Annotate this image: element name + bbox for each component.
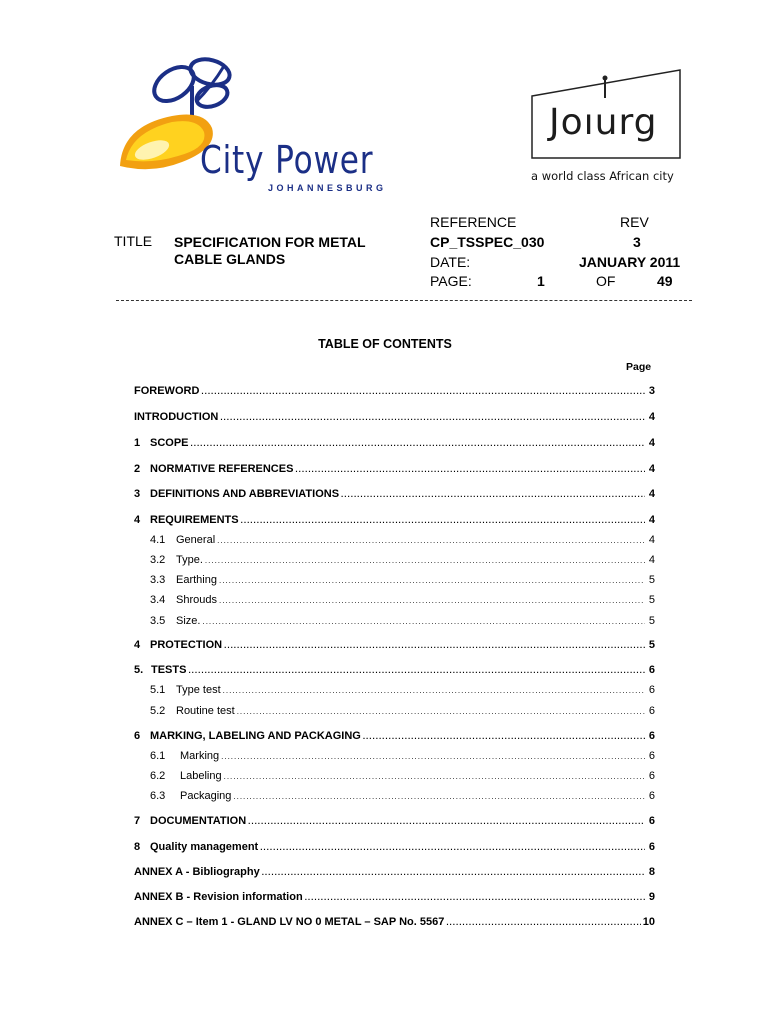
toc-leader-dots (205, 553, 645, 568)
toc-entry[interactable] (134, 410, 655, 424)
toc-entry-title: ANNEX C – Item 1 - GLAND LV NO 0 METAL – SAP No. 5567 (134, 916, 445, 928)
city-power-wordmark: City Power (200, 138, 374, 182)
toc-entry-page: 5 (648, 615, 655, 627)
toc-entry-number: 6.1 (150, 750, 166, 762)
toc-entry-page: 3 (648, 385, 655, 397)
toc-leader-dots (260, 840, 645, 855)
toc-leader-dots (248, 814, 645, 829)
toc-entry-number: 6.3 (150, 790, 166, 802)
toc-entry-page: 6 (648, 841, 655, 853)
toc-entry-title: SCOPE (150, 437, 189, 449)
date-value: JANUARY 2011 (579, 254, 681, 270)
toc-entry-number: 6.2 (150, 770, 166, 782)
toc-entry-title: Type. (176, 554, 203, 566)
toc-entry[interactable] (134, 663, 655, 677)
joburg-wordmark: Joıurg (549, 102, 658, 143)
toc-entry-number: 3.5 (150, 615, 166, 627)
toc-leader-dots (188, 663, 645, 678)
toc-entry-page: 6 (648, 705, 655, 717)
toc-entry-number: 3 (134, 488, 141, 500)
toc-entry[interactable] (134, 729, 655, 743)
toc-leader-dots (237, 704, 645, 719)
toc-entry-title: PROTECTION (150, 639, 223, 651)
toc-entry-number: 6 (134, 730, 141, 742)
toc-entry[interactable] (150, 704, 655, 718)
toc-entry[interactable] (150, 683, 655, 697)
toc-leader-dots (262, 865, 645, 880)
rev-value: 3 (633, 234, 641, 250)
toc-entry[interactable] (134, 436, 655, 450)
date-label: DATE: (430, 254, 471, 270)
toc-entry-page: 4 (648, 534, 655, 546)
toc-leader-dots (221, 749, 645, 764)
toc-leader-dots (233, 789, 645, 804)
toc-entry-page: 4 (648, 488, 655, 500)
toc-leader-dots (201, 384, 645, 399)
toc-leader-dots (219, 593, 645, 608)
toc-leader-dots (202, 614, 645, 629)
page-number: 1 (537, 273, 545, 289)
toc-entry-number: 4 (134, 514, 141, 526)
toc-entry-page: 6 (648, 790, 655, 802)
toc-entry-title: NORMATIVE REFERENCES (150, 463, 294, 475)
toc-entry[interactable] (134, 513, 655, 527)
toc-entry-number: 5. (134, 664, 144, 676)
toc-entry-page: 6 (648, 750, 655, 762)
toc-leader-dots (220, 410, 645, 425)
toc-entry-page: 6 (648, 730, 655, 742)
toc-entry-title: Earthing (176, 574, 217, 586)
title-label: TITLE (114, 233, 153, 249)
toc-entry-number: 7 (134, 815, 141, 827)
toc-entry[interactable] (134, 487, 655, 501)
toc-entry[interactable] (134, 462, 655, 476)
toc-entry[interactable] (134, 384, 655, 398)
toc-entry-title: TESTS (151, 664, 187, 676)
toc-entry-page: 10 (642, 916, 655, 928)
toc-entry-title: General (176, 534, 216, 546)
toc-entry-number: 8 (134, 841, 141, 853)
toc-entry[interactable] (134, 814, 655, 828)
toc-entry-title: Packaging (180, 790, 232, 802)
reference-label: REFERENCE (430, 214, 517, 230)
page-of-label: OF (596, 273, 616, 289)
toc-leader-dots (224, 638, 645, 653)
header-divider (116, 300, 692, 301)
toc-leader-dots (224, 769, 645, 784)
toc-entry[interactable] (134, 840, 655, 854)
toc-entry-page: 4 (648, 554, 655, 566)
toc-leader-dots (295, 462, 645, 477)
toc-entry-page: 8 (648, 866, 655, 878)
toc-entry[interactable] (150, 614, 655, 628)
toc-entry[interactable] (134, 915, 655, 929)
toc-entry-page: 4 (648, 463, 655, 475)
toc-entry-title: DEFINITIONS AND ABBREVIATIONS (150, 488, 340, 500)
toc-entry-title: ANNEX A - Bibliography (134, 866, 260, 878)
toc-entry-number: 5.1 (150, 684, 166, 696)
toc-leader-dots (363, 729, 645, 744)
toc-entry-number: 4 (134, 639, 141, 651)
toc-entry-title: Marking (180, 750, 220, 762)
city-power-city-name: JOHANNESBURG (268, 183, 387, 193)
toc-entry[interactable] (150, 769, 655, 783)
toc-entry-page: 4 (648, 411, 655, 423)
toc-entry-number: 3.3 (150, 574, 166, 586)
toc-entry-page: 6 (648, 815, 655, 827)
toc-entry-page: 5 (648, 574, 655, 586)
toc-leader-dots (191, 436, 645, 451)
page-label: PAGE: (430, 273, 472, 289)
toc-leader-dots (219, 573, 645, 588)
toc-entry-page: 6 (648, 684, 655, 696)
toc-entry-number: 3.4 (150, 594, 166, 606)
toc-entry-title: Type test (176, 684, 221, 696)
toc-entry-title: REQUIREMENTS (150, 514, 239, 526)
toc-entry-number: 2 (134, 463, 141, 475)
toc-entry-page: 9 (648, 891, 655, 903)
toc-entry-title: Shrouds (176, 594, 217, 606)
toc-entry[interactable] (150, 749, 655, 763)
toc-entry-page: 4 (648, 514, 655, 526)
toc-entry-page: 5 (648, 594, 655, 606)
toc-entry-title: INTRODUCTION (134, 411, 219, 423)
toc-heading: TABLE OF CONTENTS (318, 337, 452, 351)
toc-entry[interactable] (134, 638, 655, 652)
toc-entry-title: Labeling (180, 770, 222, 782)
toc-entry[interactable] (150, 573, 655, 587)
toc-entry[interactable] (134, 865, 655, 879)
reference-value: CP_TSSPEC_030 (430, 234, 545, 250)
toc-page-column-label: Page (626, 361, 652, 373)
document-title-line-2: CABLE GLANDS (174, 251, 286, 267)
toc-entry-page: 5 (648, 639, 655, 651)
joburg-tagline: a world class African city (531, 169, 674, 183)
toc-entry-number: 3.2 (150, 554, 166, 566)
document-title-line-1: SPECIFICATION FOR METAL (174, 234, 366, 250)
toc-entry[interactable] (150, 789, 655, 803)
toc-entry-title: ANNEX B - Revision information (134, 891, 303, 903)
toc-entry-title: FOREWORD (134, 385, 200, 397)
toc-entry-title: MARKING, LABELING AND PACKAGING (150, 730, 361, 742)
toc-entry[interactable] (150, 593, 655, 607)
toc-entry[interactable] (134, 890, 655, 904)
page-total: 49 (657, 273, 673, 289)
rev-label: REV (620, 214, 649, 230)
toc-entry-number: 4.1 (150, 534, 166, 546)
toc-leader-dots (446, 915, 640, 930)
toc-entry-title: DOCUMENTATION (150, 815, 247, 827)
toc-entry-page: 6 (648, 770, 655, 782)
toc-entry-title: Quality management (150, 841, 259, 853)
toc-leader-dots (223, 683, 645, 698)
toc-entry-number: 5.2 (150, 705, 166, 717)
toc-leader-dots (341, 487, 645, 502)
toc-leader-dots (217, 533, 645, 548)
toc-entry-page: 6 (648, 664, 655, 676)
toc-entry-title: Size. (176, 615, 201, 627)
toc-leader-dots (241, 513, 645, 528)
toc-entry[interactable] (150, 553, 655, 567)
toc-leader-dots (305, 890, 645, 905)
toc-entry[interactable] (150, 533, 655, 547)
toc-entry-number: 1 (134, 437, 141, 449)
toc-entry-title: Routine test (176, 705, 235, 717)
toc-entry-page: 4 (648, 437, 655, 449)
